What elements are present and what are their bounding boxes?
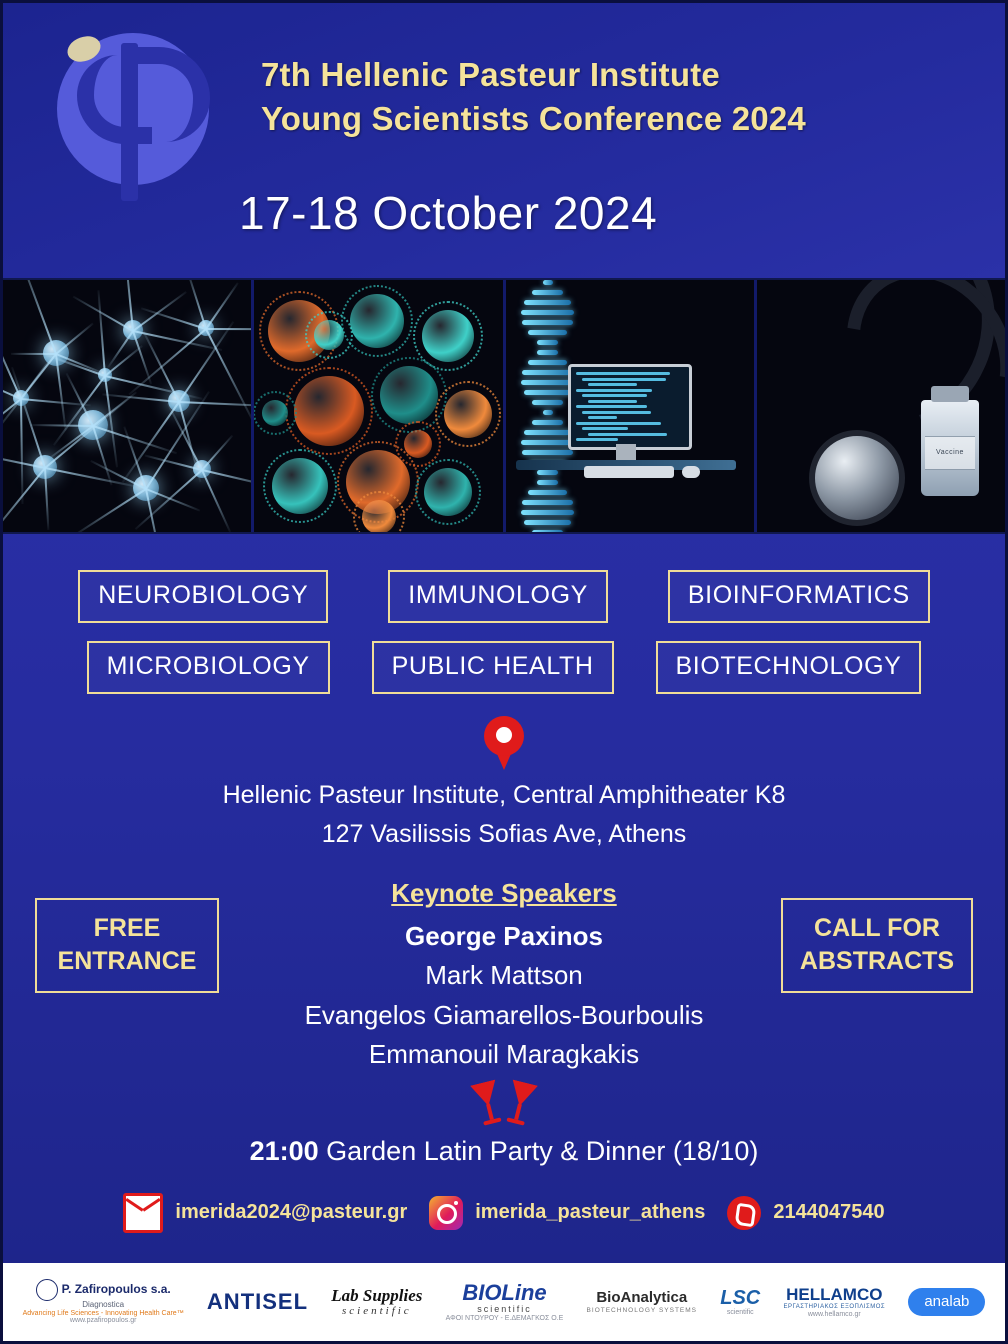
sponsor-logo-analab: analab xyxy=(897,1288,997,1317)
sponsor-logo-hellamco: HELLAMCO ΕΡΓΑΣΤΗΡΙΑΚΟΣ ΕΞΟΠΛΙΣΜΟΣ www.hellamco.gr xyxy=(783,1284,886,1318)
sponsor-logo-lab-supplies: Lab Supplies scientific xyxy=(331,1285,423,1318)
speakers-section xyxy=(3,878,1005,1078)
image-strip xyxy=(3,278,1005,534)
sponsor-logo-bioanalytica: BioAnalytica BIOTECHNOLOGY SYSTEMS xyxy=(586,1289,698,1314)
free-entrance-line-1: FREE xyxy=(93,913,161,942)
speaker-name: Emmanouil Maragkakis xyxy=(368,1039,640,1070)
location-pin-icon xyxy=(484,716,524,772)
sponsor-logo-bioline: BIOLine scientific ΑΦΟΙ ΝΤΟΥΡΟΥ - Ε.ΔΕΜΑΓΚΟΣ Ο.Ε xyxy=(445,1280,564,1323)
sponsors-bar xyxy=(3,1263,1005,1341)
party-text: Garden Latin Party & Dinner (18/10) xyxy=(318,1135,759,1166)
topic-neurobiology: NEUROBIOLOGY xyxy=(78,570,328,623)
contact-email-text: imerida2024@pasteur.gr xyxy=(175,1201,408,1223)
sponsor-logo-zafiropoulos: P. Zafiropoulos s.a. Diagnostica Advancing Life Sciences - Innovating Health Care™ www.pzafiropoulos.gr xyxy=(11,1279,195,1325)
contact-bar xyxy=(3,1193,1005,1233)
topic-bioinformatics: BIOINFORMATICS xyxy=(668,570,930,623)
sponsor-logo-lsc: LSC scientific xyxy=(720,1287,761,1317)
page-title xyxy=(261,53,985,141)
poster-header xyxy=(3,3,1005,278)
cheers-glasses-icon xyxy=(3,1082,1005,1126)
call-for-abstracts-line-1: CALL FOR xyxy=(814,913,940,942)
party-info xyxy=(3,1136,1005,1167)
topic-microbiology: MICROBIOLOGY xyxy=(87,641,330,694)
contact-instagram[interactable] xyxy=(429,1196,705,1230)
venue-line-2: 127 Vasilissis Sofias Ave, Athens xyxy=(321,819,687,848)
neurons-network-image xyxy=(3,280,251,532)
keynote-speakers-heading: Keynote Speakers xyxy=(391,877,617,908)
email-icon xyxy=(123,1193,163,1233)
dna-helix-and-computer-image xyxy=(506,280,754,532)
topic-biotechnology: BIOTECHNOLOGY xyxy=(656,641,922,694)
speaker-name: George Paxinos xyxy=(405,920,603,951)
venue-line-1: Hellenic Pasteur Institute, Central Amphitheater K8 xyxy=(222,781,786,809)
topic-immunology: IMMUNOLOGY xyxy=(388,570,608,623)
contact-phone-text: 2144047540 xyxy=(773,1201,885,1223)
party-time: 21:00 xyxy=(249,1135,319,1166)
virus-particles-image xyxy=(254,280,502,532)
venue-address xyxy=(3,776,1005,854)
free-entrance-line-2: ENTRANCE xyxy=(57,947,197,976)
contact-phone[interactable] xyxy=(727,1196,884,1230)
topic-public-health: PUBLIC HEALTH xyxy=(372,641,614,694)
phone-icon xyxy=(727,1196,761,1230)
title-line-1: 7th Hellenic Pasteur Institute xyxy=(261,56,720,93)
speaker-name: Evangelos Giamarellos-Bourboulis xyxy=(304,999,704,1030)
hellenic-pasteur-institute-logo xyxy=(49,25,227,197)
topics-section xyxy=(3,570,1005,694)
instagram-icon xyxy=(429,1196,463,1230)
sponsor-logo-antisel: ANTISEL xyxy=(206,1288,309,1314)
location-pin-wrap xyxy=(3,716,1005,772)
speaker-name: Mark Mattson xyxy=(425,960,583,991)
contact-instagram-text: imerida_pasteur_athens xyxy=(475,1201,706,1223)
conference-dates: 17-18 October 2024 xyxy=(239,187,658,239)
title-line-2: Young Scientists Conference 2024 xyxy=(261,99,806,137)
contact-email[interactable] xyxy=(123,1193,407,1233)
stethoscope-and-vaccine-vial-image: Vaccine xyxy=(757,280,1005,532)
call-for-abstracts-line-2: ABSTRACTS xyxy=(799,947,955,976)
